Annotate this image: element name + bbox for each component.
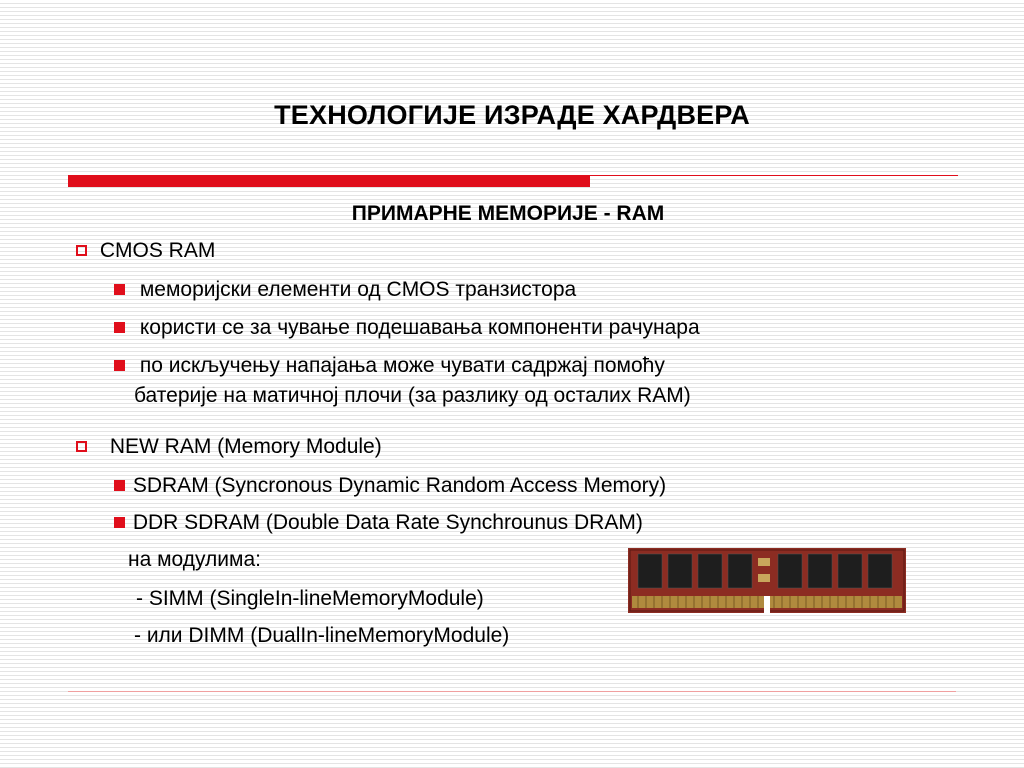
slide-subtitle: ПРИМАРНЕ МЕМОРИЈЕ - RAM — [351, 202, 665, 225]
cmos-bullet-1 — [114, 278, 576, 302]
solid-square-bullet-icon — [114, 284, 125, 295]
bottom-rule — [68, 691, 956, 692]
cmos-bullet-3-continued: батерије на матичној плочи (за разлику од осталих RAM) — [134, 384, 691, 407]
cmos-bullet-2 — [114, 316, 700, 340]
solid-square-bullet-icon — [114, 480, 125, 491]
new-ram-bullet-2 — [114, 511, 643, 535]
new-ram-heading-item — [76, 435, 382, 459]
module-dimm: - или DIMM (DualIn-lineMemoryModule) — [134, 624, 510, 647]
title-rule — [68, 175, 958, 187]
cmos-bullet-1-text: меморијски елементи од CMOS транзистора — [139, 278, 577, 301]
modules-intro: на модулима: — [128, 548, 261, 571]
new-ram-bullet-2-text: DDR SDRAM (Double Data Rate Synchrounus DRAM) — [132, 511, 643, 534]
cmos-bullet-3 — [114, 354, 665, 378]
new-ram-heading: NEW RAM (Memory Module) — [109, 435, 382, 458]
solid-square-bullet-icon — [114, 517, 125, 528]
new-ram-bullet-1 — [114, 474, 666, 498]
solid-square-bullet-icon — [114, 322, 125, 333]
title-rule-thick — [68, 175, 590, 187]
slide-title: ТЕХНОЛОГИЈЕ ИЗРАДЕ ХАРДВЕРА — [274, 100, 750, 130]
new-ram-bullet-1-text: SDRAM (Syncronous Dynamic Random Access Memory) — [132, 474, 667, 497]
hollow-square-bullet-icon — [76, 245, 87, 256]
cmos-bullet-2-text: користи се за чување подешавања компоненти рачунара — [139, 316, 700, 339]
solid-square-bullet-icon — [114, 360, 125, 371]
cmos-heading: CMOS RAM — [99, 239, 216, 262]
cmos-bullet-3-text: по искључењу напајања може чувати садржај помоћу — [139, 354, 665, 377]
title-rule-thin — [590, 175, 958, 176]
ram-module-image — [628, 548, 906, 613]
cmos-heading-item — [76, 239, 215, 263]
module-simm: - SIMM (SingleIn-lineMemoryModule) — [136, 587, 484, 610]
hollow-square-bullet-icon — [76, 441, 87, 452]
